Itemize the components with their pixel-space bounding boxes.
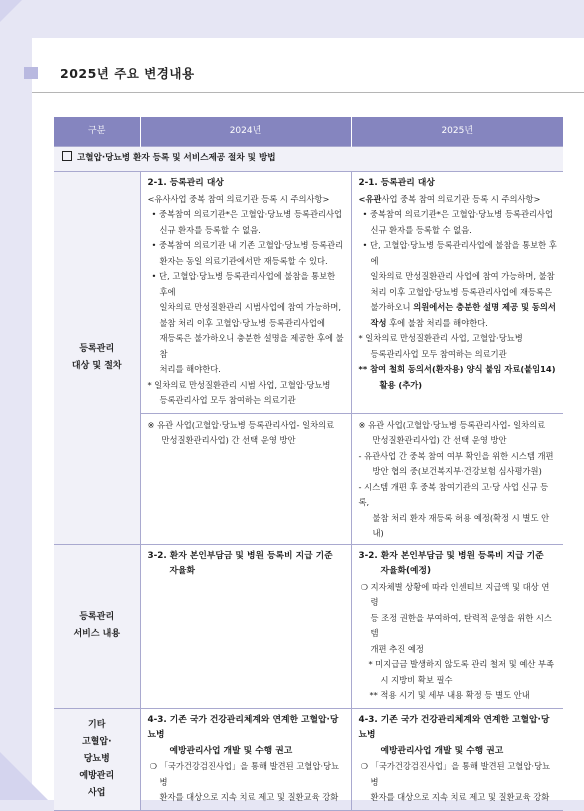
cell-2024 xyxy=(140,708,351,810)
note-line: 만성질환관리사업) 간 선택 운영 방안 xyxy=(161,435,296,445)
footnote-line: 활용 (추가) xyxy=(379,379,423,390)
emphasis-text: 작성 xyxy=(370,317,387,328)
row-header-service xyxy=(54,544,140,708)
comparison-table xyxy=(54,117,563,811)
text-line: <유사사업 중복 참여 의료기관 등록 시 주의사항> xyxy=(147,193,330,204)
emphasis-text: 의원에서는 충분한 설명 제공 및 동의서 xyxy=(413,302,556,312)
item-title: 자율화(예정) xyxy=(380,566,432,576)
table-row xyxy=(54,172,563,414)
text-line xyxy=(359,316,558,332)
topic-label: 고혈압·당뇨병 환자 등록 및 서비스제공 절차 및 방법 xyxy=(77,153,276,164)
note-line: 불참 처리 환자 재등록 허용 예정(확정 시 별도 안내) xyxy=(372,512,550,538)
footnote-line: ** 적용 시기 및 세부 내용 확정 등 별도 안내 xyxy=(369,690,530,700)
footnote-line: 등록관리사업 모두 참여하는 의료기관 xyxy=(370,348,507,359)
item-title: 자율화 xyxy=(169,566,195,576)
item-title: 3-2. 환자 본인부담금 및 병원 등록비 지급 기준 xyxy=(358,550,544,561)
cell-2025 xyxy=(351,544,563,708)
footnote-line: * 일차의료 만성질환관리 시범 사업, 고혈압·당뇨병 xyxy=(147,379,331,390)
header-2024: 2024년 xyxy=(140,117,351,147)
row-header-line: 등록관리 xyxy=(79,612,115,622)
note-line: 방안 협의 중(보건복지부·건강보험 심사평가원) xyxy=(372,466,542,476)
cell-2024 xyxy=(140,413,351,544)
note-line: - 유관사업 간 중복 참여 여부 확인을 위한 시스템 개편 xyxy=(358,450,554,461)
checkbox-square-icon xyxy=(62,151,72,161)
text-line: 신규 환자를 등록할 수 없음. xyxy=(159,224,261,235)
text-span: 불가하오니 xyxy=(370,302,414,312)
table-row xyxy=(54,708,563,810)
page-corner-decoration xyxy=(0,0,22,22)
emphasis-text: <유관 xyxy=(358,193,382,204)
text-line: • 단, 고혈압·당뇨병 등록관리사업에 불참을 통보한 후에 xyxy=(151,271,336,297)
row-header-other xyxy=(54,708,140,810)
note-line: ※ 유관 사업(고혈압·당뇨병 등록관리사업- 일차의료 xyxy=(147,419,335,430)
text-line: 개편 추진 예정 xyxy=(370,643,424,654)
text-line: 환자는 동일 의료기관에서만 재등록할 수 있다. xyxy=(159,255,328,266)
text-line: 처리 이후 고혈압·당뇨병 등록관리사업에 재등록은 xyxy=(370,286,552,297)
item-title: 4-3. 기존 국가 건강관리체계와 연계한 고혈압·당뇨병 xyxy=(358,714,550,740)
text-line xyxy=(359,192,558,208)
text-line xyxy=(359,300,558,316)
header-2025: 2025년 xyxy=(351,117,563,147)
item-title: 예방관리사업 개발 및 수행 권고 xyxy=(169,745,293,756)
text-line: • 중복참여 의료기관 내 기존 고혈압·당뇨병 등록관리 xyxy=(151,240,344,250)
cell-2025 xyxy=(351,172,563,414)
cell-2024 xyxy=(140,544,351,708)
text-span: 후에 불참 처리를 해야한다. xyxy=(386,317,488,328)
text-line: 등 조정 권한을 부여하여, 탄력적 운영을 위한 시스템 xyxy=(370,612,552,638)
item-title: 예방관리사업 개발 및 수행 권고 xyxy=(380,745,504,756)
section-header xyxy=(32,64,532,80)
item-title: 3-2. 환자 본인부담금 및 병원 등록비 지급 기준 xyxy=(147,550,333,561)
cell-2024 xyxy=(140,172,351,414)
text-line: 재등록은 불가하오니 충분한 설명을 제공한 후에 불참 xyxy=(159,333,344,359)
text-line: 신규 환자를 등록할 수 없음. xyxy=(370,224,472,235)
item-title: 2-1. 등록관리 대상 xyxy=(147,178,224,188)
text-line: 처리를 해야한다. xyxy=(159,364,221,374)
row-header-line: 기타 xyxy=(88,719,106,730)
row-header-registration xyxy=(54,172,140,545)
document-page xyxy=(32,38,584,800)
footnote-line: 시 지방비 확보 필수 xyxy=(380,674,453,685)
text-span: 사업 중복 참여 의료기관 등록 시 주의사항> xyxy=(381,193,541,204)
row-header-line: 대상 및 절차 xyxy=(71,360,122,371)
text-line: 일차의료 만성질환관리 사업에 참여 가능하며, 불참 xyxy=(370,271,555,281)
row-header-line: 예방관리 xyxy=(79,770,115,781)
table-header-row xyxy=(54,117,563,147)
text-line: 환자를 대상으로 지속 치료 제고 및 질환교육 강화 xyxy=(370,792,550,802)
header-category: 구분 xyxy=(54,117,140,147)
section-marker xyxy=(24,67,38,79)
text-line: ❍ 「국가건강검진사업」을 통해 발견된 고혈압·당뇨병 xyxy=(360,761,551,787)
row-header-line: 당뇨병 xyxy=(83,753,110,764)
text-line: • 중복참여 의료기관*은 고혈압·당뇨병 등록관리사업 xyxy=(362,209,554,219)
item-title: 4-3. 기존 국가 건강관리체계와 연계한 고혈압·당뇨병 xyxy=(147,714,339,740)
section-divider xyxy=(32,92,584,93)
text-line: ❍ 「국가건강검진사업」을 통해 발견된 고혈압·당뇨병 xyxy=(149,761,340,787)
note-line: 만성질환관리사업) 간 선택 운영 방안 xyxy=(372,435,507,445)
row-header-line: 서비스 내용 xyxy=(73,629,121,639)
text-line: • 단, 고혈압·당뇨병 등록관리사업에 불참을 통보한 후에 xyxy=(362,240,557,266)
topic-row xyxy=(54,147,563,172)
item-title: 2-1. 등록관리 대상 xyxy=(358,178,435,188)
footnote-line: 등록관리사업 모두 참여하는 의료기관 xyxy=(159,395,296,405)
cell-2025 xyxy=(351,708,563,810)
row-header-line: 사업 xyxy=(88,787,106,798)
text-line: 불참 처리 이후 고혈압·당뇨병 등록관리사업에 xyxy=(159,317,325,328)
row-header-line: 등록관리 xyxy=(79,343,115,354)
text-line: 환자를 대상으로 지속 치료 제고 및 질환교육 강화 xyxy=(159,792,339,802)
table-row xyxy=(54,544,563,708)
cell-2025 xyxy=(351,413,563,544)
page-corner-decoration xyxy=(0,752,48,800)
footnote-line: * 미지급금 발생하지 않도록 관리 철저 및 예산 부족 xyxy=(368,659,555,669)
text-line: • 중복참여 의료기관*은 고혈압·당뇨병 등록관리사업 xyxy=(151,209,343,219)
note-line: ※ 유관 사업(고혈압·당뇨병 등록관리사업- 일차의료 xyxy=(358,419,546,430)
footnote-line: * 일차의료 만성질환관리 사업, 고혈압·당뇨병 xyxy=(358,333,523,343)
text-line: 일차의료 만성질환관리 시범사업에 참여 가능하며, xyxy=(159,302,341,312)
text-line: ❍ 지자체별 상황에 따라 인센티브 지급액 및 대상 연령 xyxy=(360,581,550,607)
topic-cell xyxy=(54,147,563,172)
row-header-line: 고혈압· xyxy=(81,736,112,747)
note-line: - 시스템 개편 후 중복 참여기관의 고·당 사업 신규 등록, xyxy=(358,481,549,507)
section-title: 2025년 주요 변경내용 xyxy=(60,66,195,81)
footnote-line: ** 참여 철회 동의서(환자용) 양식 붙임 자료(붙임14) xyxy=(358,364,556,374)
